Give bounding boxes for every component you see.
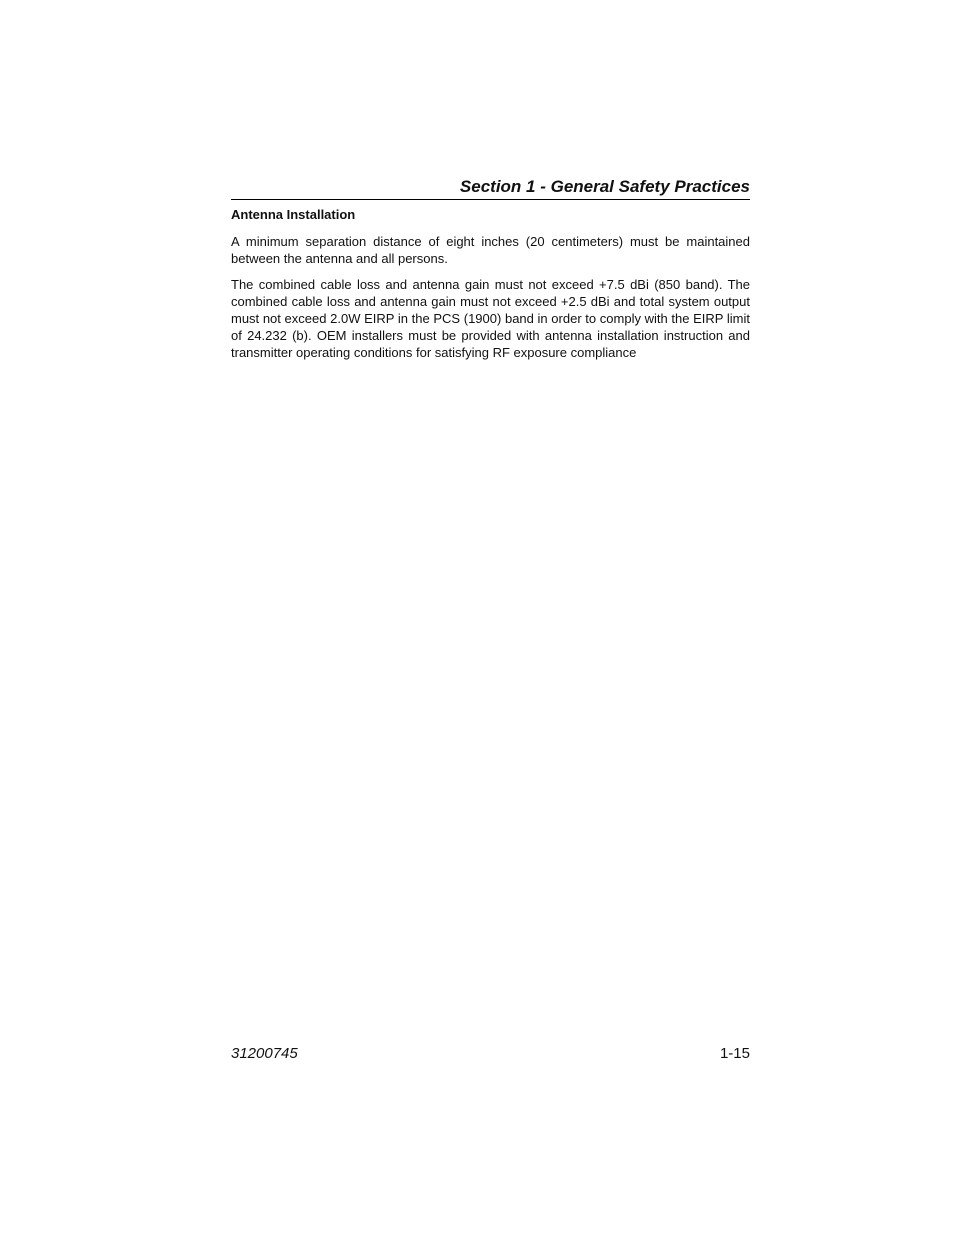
page-footer <box>231 1044 750 1064</box>
section-header: Section 1 - General Safety Practices <box>231 176 750 200</box>
page-content <box>231 176 750 361</box>
paragraph-separation-distance: A minimum separation distance of eight inches (20 centimeters) must be maintained between the antenna and all persons. <box>231 234 750 266</box>
document-number: 31200745 <box>231 1045 298 1062</box>
paragraph-cable-loss-gain: The combined cable loss and antenna gain must not exceed +7.5 dBi (850 band). The combined cable loss and antenna gain must not exceed +2.5 dBi and total system output must not exceed 2.0W EIRP in the PCS (1900) band in order to comply with the EIRP limit of 24.232 (b). OEM installers must be provided with antenna installation instruction and transmitter operating conditions for satisfying RF exposure compliance <box>231 277 750 360</box>
subheading-antenna-installation: Antenna Installation <box>231 207 356 222</box>
page-number: 1-15 <box>719 1045 750 1062</box>
